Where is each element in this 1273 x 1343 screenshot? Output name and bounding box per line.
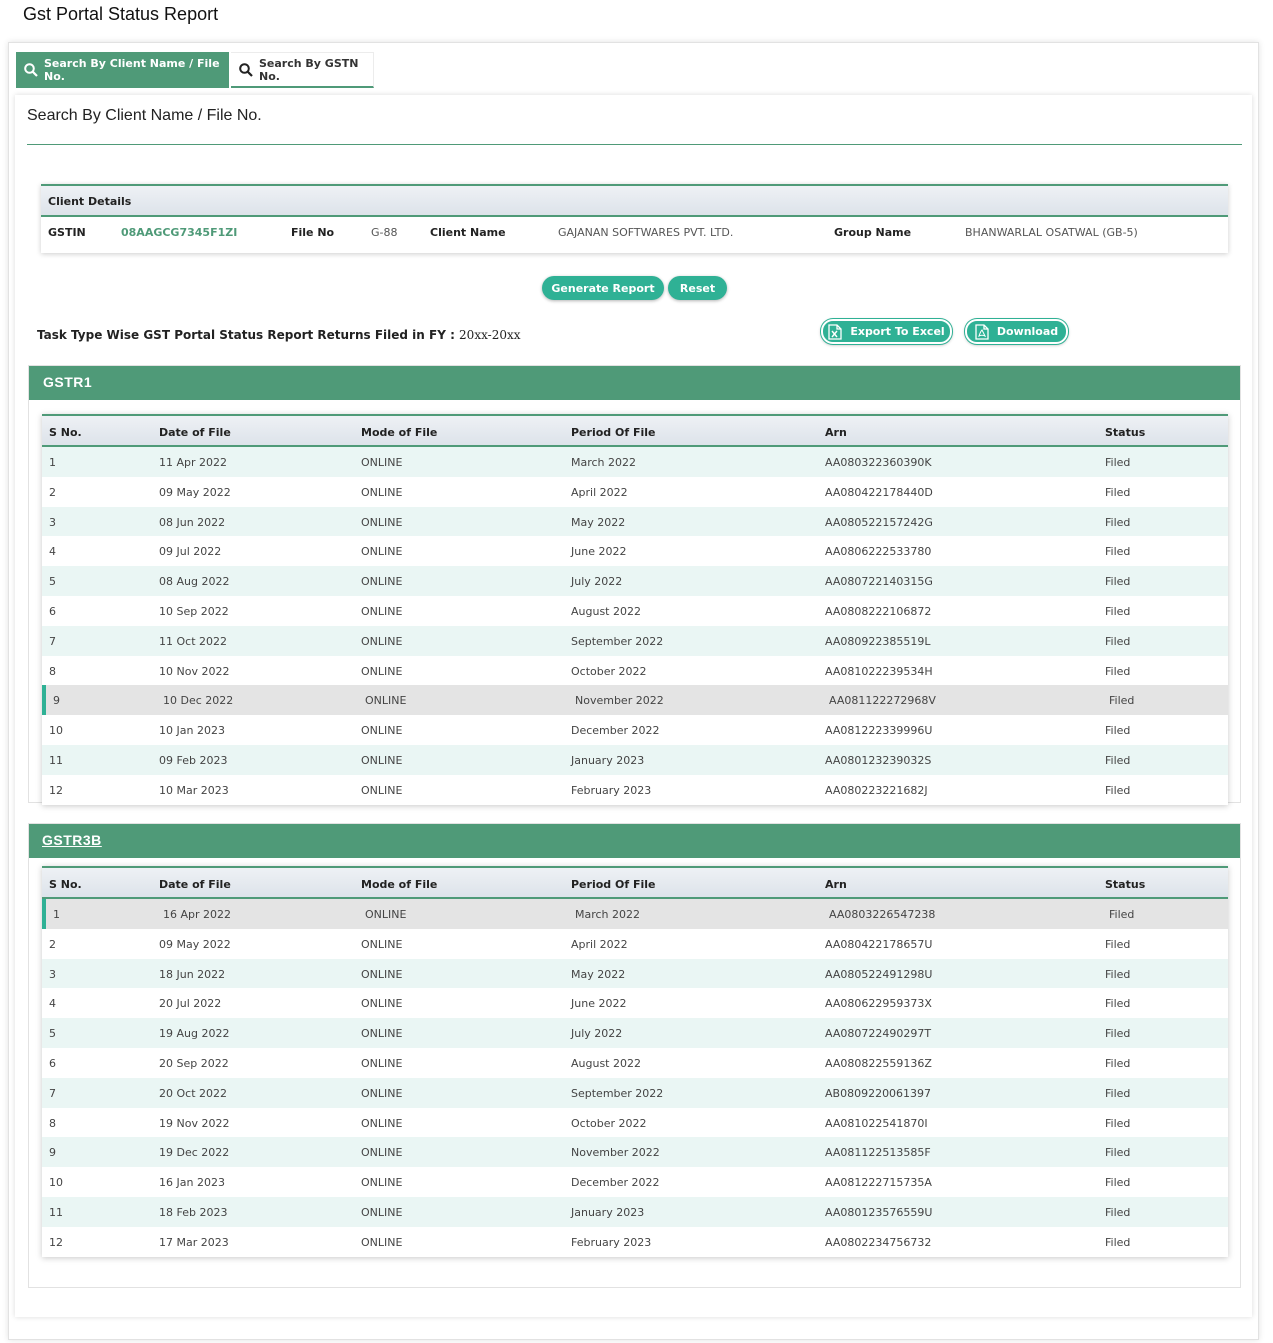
gstr3b-table: [42, 866, 1228, 1257]
cell-s-no: 4: [49, 997, 56, 1011]
cell-status: Filed: [1105, 634, 1131, 648]
cell-arn: AA080522157242G: [825, 515, 933, 529]
cell-status: Filed: [1109, 694, 1135, 708]
cell-mode-of-file: ONLINE: [361, 456, 403, 469]
cell-arn: AA080722490297T: [825, 1027, 932, 1041]
section-title: Search By Client Name / File No.: [27, 107, 262, 124]
cell-period-of-file: September 2022: [571, 1086, 664, 1100]
cell-period-of-file: May 2022: [571, 967, 626, 981]
cell-date-of-file: 09 May 2022: [159, 937, 231, 951]
table-row[interactable]: [42, 1048, 1228, 1078]
cell-status: Filed: [1105, 1205, 1131, 1219]
cell-period-of-file: August 2022: [571, 1056, 641, 1070]
cell-period-of-file: May 2022: [571, 515, 626, 529]
cell-arn: AA0803226547238: [829, 908, 936, 921]
col-s-no[interactable]: S No.: [49, 426, 82, 439]
generate-report-button[interactable]: Generate Report: [542, 276, 664, 300]
col-status[interactable]: Status: [1105, 878, 1146, 891]
cell-mode-of-file: ONLINE: [361, 1116, 403, 1130]
cell-period-of-file: July 2022: [571, 575, 623, 589]
table-row[interactable]: [42, 775, 1228, 805]
cell-mode-of-file: ONLINE: [361, 634, 403, 648]
table-row[interactable]: [42, 959, 1228, 989]
cell-arn: AA081122272968V: [829, 694, 936, 708]
table-row[interactable]: [42, 745, 1228, 775]
cell-mode-of-file: ONLINE: [361, 1086, 403, 1100]
col-arn[interactable]: Arn: [825, 878, 847, 891]
client-details-heading: Client Details: [41, 186, 1228, 217]
col-mode-of-file[interactable]: Mode of File: [361, 878, 438, 891]
client-details-row: [41, 217, 1228, 251]
cell-period-of-file: October 2022: [571, 1116, 647, 1130]
cell-date-of-file: 16 Jan 2023: [159, 1176, 225, 1190]
cell-date-of-file: 19 Nov 2022: [159, 1116, 230, 1130]
cell-mode-of-file: ONLINE: [361, 1176, 403, 1190]
cell-s-no: 9: [53, 694, 60, 708]
cell-arn: AA080822559136Z: [825, 1056, 932, 1070]
cell-s-no: 11: [49, 1205, 63, 1219]
cell-arn: AA080322360390K: [825, 456, 932, 469]
cell-s-no: 2: [49, 937, 56, 951]
cell-s-no: 7: [49, 1086, 56, 1100]
cell-date-of-file: 10 Nov 2022: [159, 664, 230, 678]
table-row[interactable]: [42, 507, 1228, 537]
cell-arn: AA081222715735A: [825, 1176, 932, 1190]
cell-mode-of-file: ONLINE: [361, 485, 403, 499]
cell-mode-of-file: ONLINE: [361, 1027, 403, 1041]
cell-status: Filed: [1105, 1146, 1131, 1160]
cell-mode-of-file: ONLINE: [361, 1205, 403, 1219]
table-row[interactable]: [42, 656, 1228, 686]
cell-period-of-file: July 2022: [571, 1027, 623, 1041]
cell-date-of-file: 19 Aug 2022: [159, 1027, 230, 1041]
cell-mode-of-file: ONLINE: [365, 908, 407, 921]
cell-mode-of-file: ONLINE: [361, 575, 403, 589]
cell-s-no: 10: [49, 1176, 63, 1190]
fiscal-year: 20xx-20xx: [459, 328, 521, 342]
file-no-label: File No: [291, 226, 335, 239]
gstr3b-rows: [42, 899, 1228, 1257]
cell-arn: AA081022541870I: [825, 1116, 928, 1130]
cell-period-of-file: January 2023: [571, 1205, 645, 1219]
cell-s-no: 3: [49, 515, 56, 529]
cell-period-of-file: October 2022: [571, 664, 647, 678]
table-row[interactable]: [42, 1078, 1228, 1108]
cell-mode-of-file: ONLINE: [361, 515, 403, 529]
cell-status: Filed: [1105, 1027, 1131, 1041]
gstr1-header: GSTR1: [29, 366, 1240, 400]
cell-date-of-file: 09 Jul 2022: [159, 545, 222, 559]
table-row[interactable]: [42, 929, 1228, 959]
cell-status: Filed: [1105, 967, 1131, 981]
cell-date-of-file: 11 Oct 2022: [159, 634, 228, 648]
cell-s-no: 12: [49, 1235, 63, 1249]
cell-s-no: 1: [53, 908, 60, 921]
cell-status: Filed: [1105, 515, 1131, 529]
cell-s-no: 7: [49, 634, 56, 648]
table-row[interactable]: [42, 899, 1228, 929]
cell-s-no: 5: [49, 575, 56, 589]
cell-arn: AA081222339996U: [825, 724, 933, 738]
cell-period-of-file: February 2023: [571, 783, 652, 797]
cell-date-of-file: 10 Dec 2022: [163, 694, 234, 708]
cell-status: Filed: [1105, 604, 1131, 618]
tab-label: Search By GSTN No.: [259, 56, 359, 83]
group-name-value: BHANWARLAL OSATWAL (GB-5): [965, 226, 1138, 239]
cell-date-of-file: 19 Dec 2022: [159, 1146, 230, 1160]
cell-status: Filed: [1105, 575, 1131, 589]
table-row[interactable]: [42, 1018, 1228, 1048]
cell-mode-of-file: ONLINE: [361, 664, 403, 678]
cell-period-of-file: June 2022: [571, 997, 627, 1011]
tab-search-by-gstn[interactable]: [231, 52, 374, 88]
cell-arn: AA080123576559U: [825, 1205, 933, 1219]
cell-period-of-file: December 2022: [571, 1176, 660, 1190]
cell-date-of-file: 10 Jan 2023: [159, 724, 225, 738]
cell-mode-of-file: ONLINE: [361, 753, 403, 767]
report-heading: [37, 328, 521, 342]
cell-period-of-file: November 2022: [575, 694, 664, 708]
col-mode-of-file[interactable]: Mode of File: [361, 426, 438, 439]
pdf-file-icon: [975, 324, 989, 340]
table-header: [42, 416, 1228, 447]
download-label: Download: [996, 325, 1059, 338]
cell-arn: AA0808222106872: [825, 604, 932, 618]
table-row[interactable]: [42, 1137, 1228, 1167]
cell-period-of-file: April 2022: [571, 937, 628, 951]
cell-date-of-file: 20 Jul 2022: [159, 997, 222, 1011]
cell-arn: AA080522491298U: [825, 967, 933, 981]
cell-mode-of-file: ONLINE: [361, 724, 403, 738]
cell-s-no: 8: [49, 664, 56, 678]
cell-date-of-file: 16 Apr 2022: [163, 908, 232, 921]
reset-button[interactable]: Reset: [668, 276, 727, 300]
table-header: [42, 868, 1228, 899]
cell-status: Filed: [1105, 1235, 1131, 1249]
cell-status: Filed: [1105, 724, 1131, 738]
cell-status: Filed: [1105, 753, 1131, 767]
gstin-label: GSTIN: [48, 226, 86, 239]
cell-s-no: 3: [49, 967, 56, 981]
page-title: Gst Portal Status Report: [23, 4, 219, 24]
cell-s-no: 10: [49, 724, 63, 738]
table-row[interactable]: [42, 1167, 1228, 1197]
cell-arn: AA080422178657U: [825, 937, 933, 951]
tab-search-by-client[interactable]: [16, 52, 229, 88]
cell-arn: AB0809220061397: [825, 1086, 932, 1100]
cell-period-of-file: January 2023: [571, 753, 645, 767]
cell-s-no: 12: [49, 783, 63, 797]
cell-arn: AA080622959373X: [825, 997, 932, 1011]
cell-status: Filed: [1105, 1056, 1131, 1070]
cell-mode-of-file: ONLINE: [361, 937, 403, 951]
cell-date-of-file: 17 Mar 2023: [159, 1235, 229, 1249]
cell-mode-of-file: ONLINE: [361, 1056, 403, 1070]
tab-label: Search By Client Name / File No.: [44, 57, 220, 83]
cell-status: Filed: [1105, 1086, 1131, 1100]
cell-period-of-file: August 2022: [571, 604, 641, 618]
export-to-excel-button[interactable]: [821, 319, 952, 344]
cell-mode-of-file: ONLINE: [361, 1146, 403, 1160]
cell-period-of-file: September 2022: [571, 634, 664, 648]
col-s-no[interactable]: S No.: [49, 878, 82, 891]
cell-status: Filed: [1105, 997, 1131, 1011]
cell-s-no: 1: [49, 456, 56, 469]
cell-s-no: 8: [49, 1116, 56, 1130]
cell-period-of-file: June 2022: [571, 545, 627, 559]
section-divider: [27, 144, 1242, 145]
cell-date-of-file: 20 Oct 2022: [159, 1086, 228, 1100]
cell-status: Filed: [1105, 485, 1131, 499]
client-name-label: Client Name: [430, 226, 506, 239]
gstin-value: 08AAGCG7345F1ZI: [121, 226, 238, 239]
table-row[interactable]: [42, 596, 1228, 626]
cell-s-no: 2: [49, 485, 56, 499]
report-panel: [8, 42, 1259, 1340]
cell-date-of-file: 10 Mar 2023: [159, 783, 229, 797]
cell-arn: AA081022239534H: [825, 664, 933, 678]
cell-status: Filed: [1105, 783, 1131, 797]
cell-mode-of-file: ONLINE: [361, 1235, 403, 1249]
gstr3b-section: [28, 823, 1241, 1288]
report-heading-text: Task Type Wise GST Portal Status Report Returns Filed in FY :: [37, 328, 460, 342]
cell-period-of-file: November 2022: [571, 1146, 660, 1160]
cell-status: Filed: [1105, 456, 1131, 469]
cell-mode-of-file: ONLINE: [361, 783, 403, 797]
cell-period-of-file: December 2022: [571, 724, 660, 738]
cell-date-of-file: 18 Feb 2023: [159, 1205, 228, 1219]
cell-arn: AA0802234756732: [825, 1235, 932, 1249]
table-row[interactable]: [42, 988, 1228, 1018]
cell-date-of-file: 09 May 2022: [159, 485, 231, 499]
cell-arn: AA080722140315G: [825, 575, 933, 589]
cell-s-no: 4: [49, 545, 56, 559]
col-period-of-file[interactable]: Period Of File: [571, 426, 656, 439]
excel-file-icon: [828, 324, 842, 340]
cell-date-of-file: 09 Feb 2023: [159, 753, 228, 767]
cell-arn: AA080422178440D: [825, 485, 933, 499]
cell-arn: AA080123239032S: [825, 753, 932, 767]
export-label: Export To Excel: [850, 325, 945, 338]
cell-s-no: 9: [49, 1146, 56, 1160]
cell-period-of-file: April 2022: [571, 485, 628, 499]
search-tabs: [16, 52, 374, 88]
cell-status: Filed: [1105, 664, 1131, 678]
table-row[interactable]: [42, 1197, 1228, 1227]
gstr1-rows: [42, 447, 1228, 805]
col-period-of-file[interactable]: Period Of File: [571, 878, 656, 891]
table-row[interactable]: [42, 685, 1228, 715]
search-icon: [24, 63, 38, 77]
cell-mode-of-file: ONLINE: [361, 967, 403, 981]
cell-date-of-file: 20 Sep 2022: [159, 1056, 229, 1070]
col-arn[interactable]: Arn: [825, 426, 847, 439]
cell-arn: AA080223221682J: [825, 783, 928, 797]
gstr1-section: [28, 365, 1241, 803]
cell-period-of-file: March 2022: [575, 908, 641, 921]
cell-s-no: 11: [49, 753, 63, 767]
cell-period-of-file: February 2023: [571, 1235, 652, 1249]
group-name-label: Group Name: [834, 226, 912, 239]
cell-status: Filed: [1105, 1176, 1131, 1190]
cell-date-of-file: 08 Aug 2022: [159, 575, 230, 589]
cell-date-of-file: 08 Jun 2022: [159, 515, 226, 529]
gstr1-table: [42, 414, 1228, 805]
col-date-of-file[interactable]: Date of File: [159, 878, 231, 891]
gstr3b-header-link[interactable]: GSTR3B: [29, 824, 1240, 858]
cell-date-of-file: 18 Jun 2022: [159, 967, 226, 981]
table-row[interactable]: [42, 566, 1228, 596]
table-row[interactable]: [42, 536, 1228, 566]
table-row[interactable]: [42, 447, 1228, 477]
file-no-value: G-88: [371, 226, 398, 239]
cell-period-of-file: March 2022: [571, 456, 637, 469]
cell-arn: AA080922385519L: [825, 634, 931, 648]
cell-date-of-file: 11 Apr 2022: [159, 456, 228, 469]
cell-s-no: 5: [49, 1027, 56, 1041]
table-row[interactable]: [42, 1227, 1228, 1257]
cell-s-no: 6: [49, 604, 56, 618]
cell-status: Filed: [1105, 937, 1131, 951]
download-button[interactable]: [965, 319, 1068, 344]
table-row[interactable]: [42, 477, 1228, 507]
col-status[interactable]: Status: [1105, 426, 1146, 439]
cell-arn: AA0806222533780: [825, 545, 932, 559]
cell-mode-of-file: ONLINE: [365, 694, 407, 708]
table-row[interactable]: [42, 1108, 1228, 1138]
cell-status: Filed: [1105, 545, 1131, 559]
cell-arn: AA081122513585F: [825, 1146, 931, 1160]
cell-status: Filed: [1109, 908, 1135, 921]
cell-mode-of-file: ONLINE: [361, 545, 403, 559]
cell-s-no: 6: [49, 1056, 56, 1070]
cell-mode-of-file: ONLINE: [361, 997, 403, 1011]
cell-date-of-file: 10 Sep 2022: [159, 604, 229, 618]
search-icon: [239, 63, 253, 77]
cell-status: Filed: [1105, 1116, 1131, 1130]
client-details-card: [41, 184, 1228, 253]
cell-mode-of-file: ONLINE: [361, 604, 403, 618]
table-row[interactable]: [42, 626, 1228, 656]
col-date-of-file[interactable]: Date of File: [159, 426, 231, 439]
search-panel: [15, 95, 1252, 1317]
client-name-value: GAJANAN SOFTWARES PVT. LTD.: [558, 226, 734, 239]
table-row[interactable]: [42, 715, 1228, 745]
